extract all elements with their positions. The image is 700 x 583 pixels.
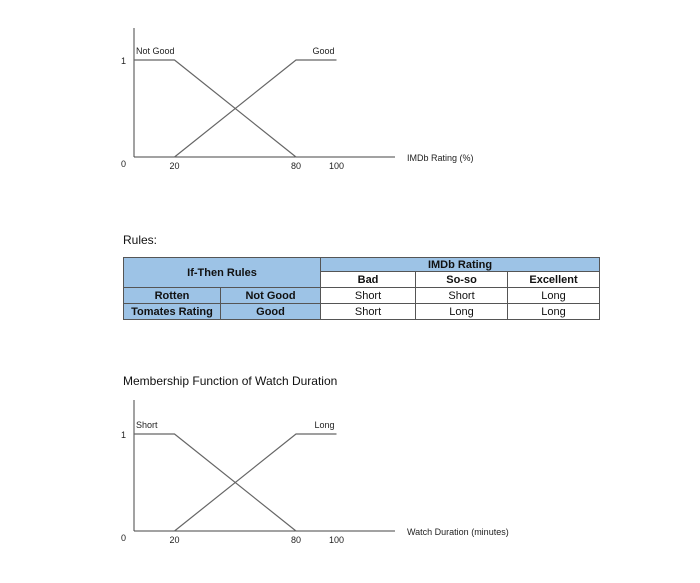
x-axis-label: IMDb Rating (%) <box>407 153 474 163</box>
y-tick-label-0: 0 <box>120 533 126 543</box>
series-label-not-good: Not Good <box>136 46 175 56</box>
series-line-good <box>175 60 337 157</box>
if-then-rules-header: If-Then Rules <box>124 258 321 288</box>
x-tick-label-100: 100 <box>328 535 345 545</box>
col-bad: Bad <box>321 272 416 288</box>
cell-good-bad: Short <box>321 304 416 320</box>
rt-condition-not-good: Not Good <box>221 288 321 304</box>
col-excellent: Excellent <box>508 272 600 288</box>
imdb-rating-header: IMDb Rating <box>321 258 600 272</box>
y-tick-label-1: 1 <box>120 56 126 66</box>
cell-not-good-excellent: Long <box>508 288 600 304</box>
col-so-so: So-so <box>416 272 508 288</box>
series-label-long: Long <box>314 420 335 430</box>
x-tick-label-20: 20 <box>169 535 180 545</box>
x-axis-label: Watch Duration (minutes) <box>407 527 509 537</box>
cell-good-so-so: Long <box>416 304 508 320</box>
rt-label-line2: Tomates Rating <box>124 304 221 320</box>
imdb-membership-chart <box>0 0 700 190</box>
x-tick-label-100: 100 <box>328 161 345 171</box>
cell-good-excellent: Long <box>508 304 600 320</box>
series-line-long <box>175 434 337 531</box>
cell-not-good-bad: Short <box>321 288 416 304</box>
series-label-short: Short <box>136 420 158 430</box>
series-line-not-good <box>134 60 296 157</box>
watch-chart-svg <box>0 390 700 560</box>
x-tick-label-20: 20 <box>169 161 180 171</box>
cell-not-good-so-so: Short <box>416 288 508 304</box>
rules-label: Rules: <box>123 233 158 247</box>
watch-membership-chart <box>0 390 700 560</box>
series-line-short <box>134 434 296 531</box>
y-tick-label-0: 0 <box>120 159 126 169</box>
y-tick-label-1: 1 <box>120 430 126 440</box>
rt-condition-good: Good <box>221 304 321 320</box>
imdb-chart-svg <box>0 0 700 190</box>
rules-table <box>123 257 600 320</box>
series-label-good: Good <box>312 46 335 56</box>
rt-label-line1: Rotten <box>124 288 221 304</box>
x-tick-label-80: 80 <box>290 161 302 171</box>
watch-duration-title: Membership Function of Watch Duration <box>123 374 338 388</box>
x-tick-label-80: 80 <box>290 535 302 545</box>
